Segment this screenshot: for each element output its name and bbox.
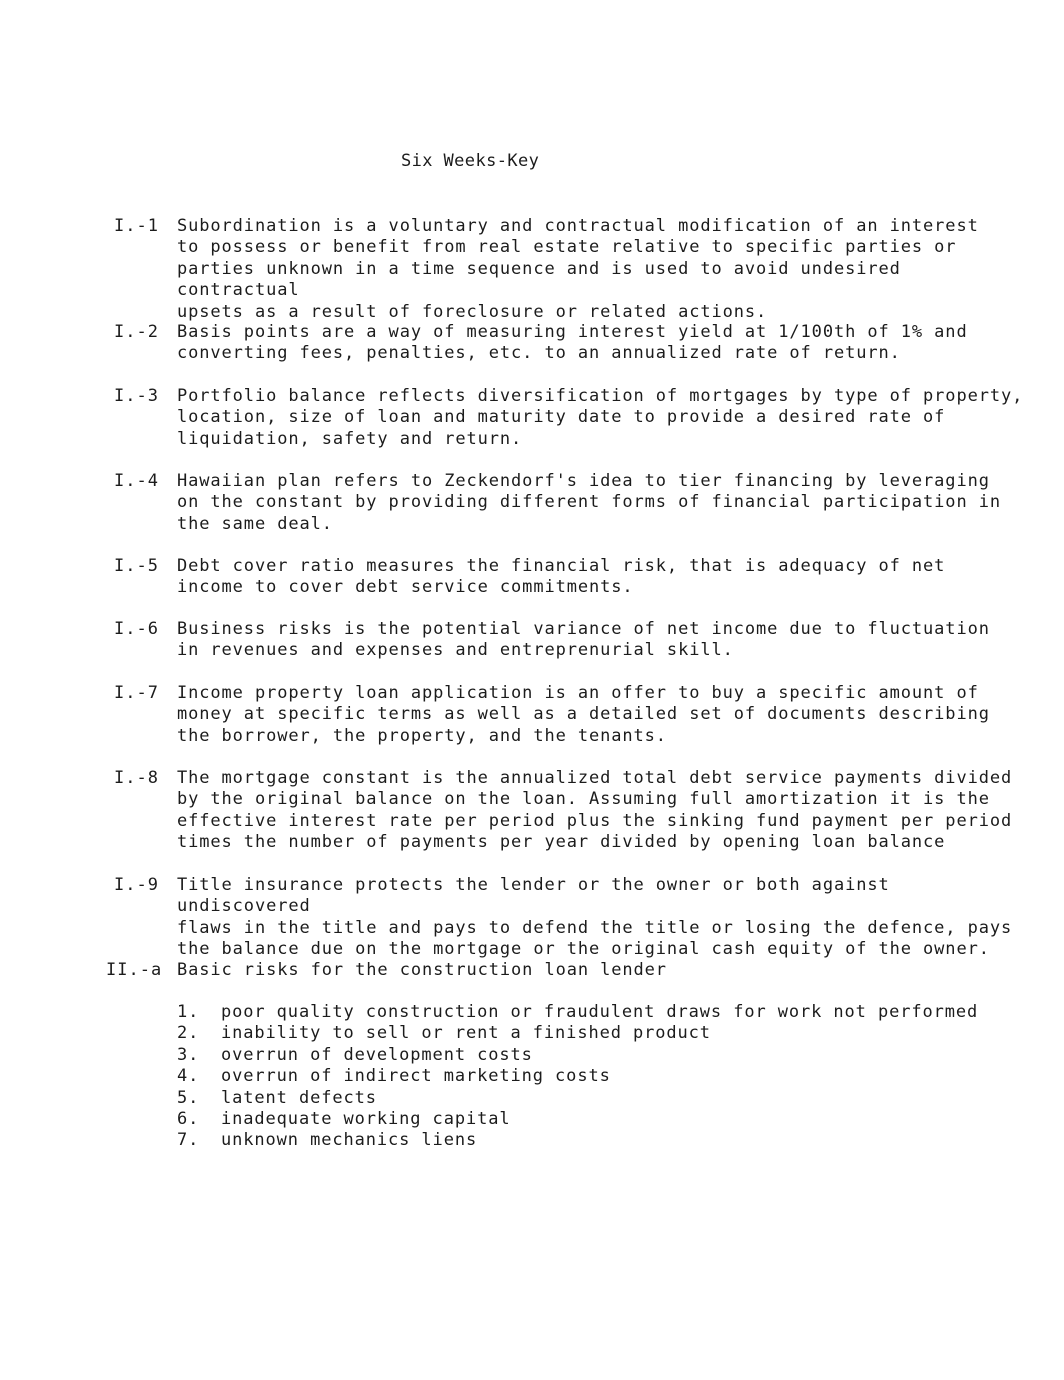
list-item-number: 4. [177, 1066, 200, 1087]
entry-text: Debt cover ratio measures the financial risk, that is adequacy of net income to cover debt service commitments. [177, 556, 946, 598]
entry-text: Income property loan application is an offer to buy a specific amount of money at specific terms as well as a detailed set of documents describing the borrower, the property, and the tenants. [177, 683, 990, 746]
entry-text: Title insurance protects the lender or the owner or both against undiscovered flaws in the title and pays to defend the title or losing the defence, pays the balance due on the mortgage or the original cash equity of the owner. [177, 875, 1013, 960]
entry-text: Basis points are a way of measuring interest yield at 1/100th of 1% and converting fees, penalties, etc. to an annualized rate of return. [177, 322, 968, 364]
entry-number: I.-1 [114, 216, 159, 236]
list-item-text: inability to sell or rent a finished product [221, 1023, 711, 1044]
entry-number: I.-6 [114, 619, 159, 639]
list-item-number: 6. [177, 1108, 200, 1129]
entry-number: II.-a [106, 960, 163, 980]
entry-number: I.-8 [114, 768, 159, 788]
entry-number: I.-4 [114, 471, 159, 491]
entry-text: Hawaiian plan refers to Zeckendorf's idea to tier financing by leveraging on the constant by providing different forms of financial participation in the same deal. [177, 471, 1001, 534]
list-item-number: 7. [177, 1130, 200, 1151]
entry-number: I.-3 [114, 386, 159, 406]
list-item-text: overrun of development costs [221, 1044, 533, 1065]
page-title: Six Weeks-Key [401, 151, 540, 171]
list-item-number: 5. [177, 1087, 200, 1108]
entry-number: I.-7 [114, 683, 159, 703]
list-item-number: 2. [177, 1023, 200, 1044]
entry-text: Portfolio balance reflects diversification of mortgages by type of property, location, size of loan and maturity date to provide a desired rate of liquidation, safety and return. [177, 386, 1024, 449]
entry-text: Business risks is the potential variance of net income due to fluctuation in revenues and expenses and entreprenurial skill. [177, 619, 990, 661]
list-item-text: poor quality construction or fraudulent draws for work not performed [221, 1002, 979, 1022]
entry-text: Basic risks for the construction loan lender [177, 960, 667, 980]
entry-text: Subordination is a voluntary and contractual modification of an interest to possess or benefit from real estate relative to specific parties or parties unknown in a time sequence and is used to avoid undesired contractual upsets as a result of foreclosure or related actions. [177, 216, 979, 322]
list-item-text: overrun of indirect marketing costs [221, 1066, 611, 1087]
list-item-text: latent defects [221, 1087, 377, 1108]
entry-number: I.-9 [114, 875, 159, 895]
list-item-number: 3. [177, 1044, 200, 1065]
entry-number: I.-2 [114, 322, 159, 342]
list-item-text: unknown mechanics liens [221, 1130, 478, 1151]
list-item-text: inadequate working capital [221, 1108, 511, 1129]
list-item-number: 1. [177, 1002, 200, 1022]
entry-text: The mortgage constant is the annualized total debt service payments divided by the original balance on the loan. Assuming full amortization it is the effective interest rate per period plus the sinking fund payment per period times the number of payments per year divided by opening loan balance [177, 768, 1013, 853]
entry-number: I.-5 [114, 556, 159, 576]
